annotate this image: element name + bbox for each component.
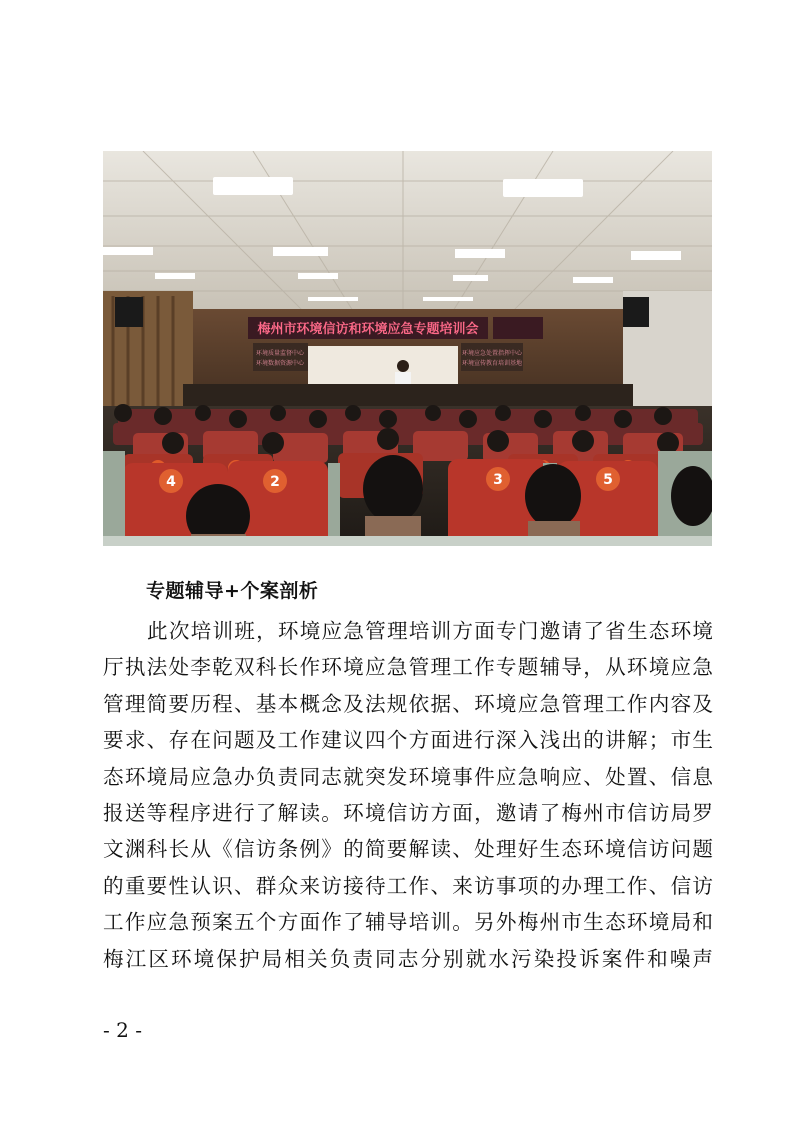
paragraph-line: 工作应急预案五个方面作了辅导培训。另外梅州市生态环境局和 — [103, 910, 713, 935]
seat-number: 2 — [270, 474, 280, 490]
side-sign-left-1: 环境质量监督中心 — [255, 350, 305, 357]
meeting-photo — [103, 151, 712, 546]
section-heading: 专题辅导+个案剖析 — [146, 580, 319, 602]
paragraph-line: 的重要性认识、群众来访接待工作、来访事项的办理工作、信访 — [103, 873, 713, 898]
meeting-photo-graphic — [103, 151, 712, 546]
paragraph-line: 要求、存在问题及工作建议四个方面进行深入浅出的讲解；市生 — [103, 728, 713, 753]
paragraph-line: 文渊科长从《信访条例》的简要解读、处理好生态环境信访问题 — [103, 837, 713, 862]
paragraph-line: 梅江区环境保护局相关负责同志分别就水污染投诉案件和噪声 — [103, 946, 713, 971]
seat-number: 3 — [493, 472, 503, 488]
side-sign-right-1: 环境应急处置指挥中心 — [461, 350, 523, 357]
paragraph-line: 此次培训班，环境应急管理培训方面专门邀请了省生态环境 — [147, 619, 713, 643]
page-number: - 2 - — [103, 1018, 142, 1042]
paragraph-line: 态环境局应急办负责同志就突发环境事件应急响应、处置、信息 — [103, 764, 713, 789]
paragraph-line: 报送等程序进行了解读。环境信访方面，邀请了梅州市信访局罗 — [103, 801, 713, 826]
side-sign-right-2: 环境宣传教育培训基地 — [461, 360, 523, 367]
seat-number: 4 — [166, 474, 176, 490]
banner-text: 梅州市环境信访和环境应急专题培训会 — [257, 322, 479, 337]
seat-number: 5 — [603, 472, 613, 488]
paragraph-line: 管理简要历程、基本概念及法规依据、环境应急管理工作内容及 — [103, 691, 713, 716]
body-paragraph — [103, 613, 713, 977]
paragraph-line: 厅执法处李乾双科长作环境应急管理工作专题辅导，从环境应急 — [103, 655, 713, 680]
side-sign-left-2: 环境数据资源中心 — [255, 360, 305, 367]
